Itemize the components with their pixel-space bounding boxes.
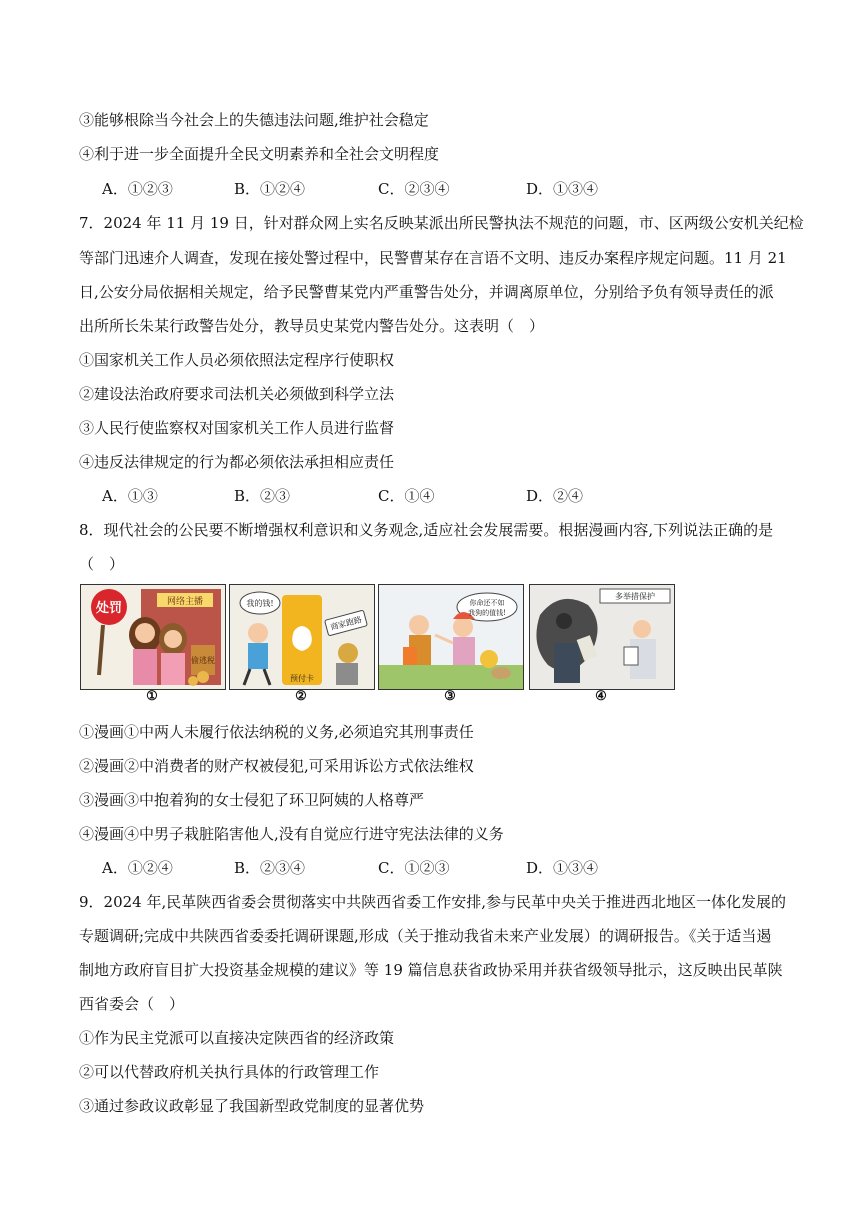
- cartoon-1-banner-text: 网络主播: [166, 597, 204, 607]
- cartoon-2-card-text: 预付卡: [290, 674, 314, 683]
- q7-choice-d[interactable]: D．②④: [526, 487, 584, 505]
- q7-item-4: ④违反法律规定的行为都必须依法承担相应责任: [79, 453, 395, 471]
- q8-stem-line: 8．现代社会的公民要不断增强权利意识和义务观念,适应社会发展需要。根据漫画内容,下列说法正确的是: [79, 521, 774, 539]
- cartoon-3-speech-line-1: 你命还不如: [469, 599, 505, 607]
- q7-stem-line: 出所所长朱某行政警告处分，教导员史某党内警告处分。这表明（ ）: [79, 317, 545, 335]
- cartoon-panel-2: [229, 584, 375, 690]
- cartoon-label-2: ②: [295, 689, 307, 704]
- q6-choice-d[interactable]: D．①③④: [526, 180, 599, 198]
- q7-stem-line: 7．2024 年 11 月 19 日，针对群众网上实名反映某派出所民警执法不规范的问题，市、区两级公安机关纪检: [79, 214, 804, 232]
- q6-item-4: ④利于进一步全面提升全民文明素养和全社会文明程度: [79, 145, 440, 163]
- q6-choice-a[interactable]: A．①②③: [102, 180, 173, 198]
- q7-item-1: ①国家机关工作人员必须依照法定程序行使职权: [79, 351, 395, 369]
- cartoon-3-illustration: [379, 585, 523, 689]
- cartoon-panel-1: [80, 584, 226, 690]
- q7-choice-a[interactable]: A．①③: [102, 487, 158, 505]
- q8-item-3: ③漫画③中抱着狗的女士侵犯了环卫阿姨的人格尊严: [79, 791, 425, 809]
- q7-choice-b[interactable]: B．②③: [234, 487, 291, 505]
- q7-item-2: ②建设法治政府要求司法机关必须做到科学立法: [79, 385, 395, 403]
- q8-choice-c[interactable]: C．①②③: [378, 859, 450, 877]
- cartoon-strip: [80, 584, 680, 704]
- cartoon-label-1: ①: [146, 689, 158, 704]
- q8-item-4: ④漫画④中男子栽脏陷害他人,没有自觉应行进守宪法法律的义务: [79, 825, 504, 843]
- q8-item-2: ②漫画②中消费者的财产权被侵犯,可采用诉讼方式依法维权: [79, 757, 474, 775]
- cartoon-1-bag-text: 偷逃税: [191, 656, 215, 665]
- q7-item-3: ③人民行使监察权对国家机关工作人员进行监督: [79, 419, 395, 437]
- q9-stem-line: 西省委会（ ）: [79, 995, 185, 1013]
- cartoon-2-sign-text: 商家跑路: [329, 614, 363, 632]
- q9-stem-line: 9．2024 年,民革陕西省委会贯彻落实中共陕西省委工作安排,参与民革中央关于推进西北地区一体化发展的: [79, 893, 787, 911]
- cartoon-1-stamp-text: 处罚: [95, 601, 123, 616]
- q8-choice-a[interactable]: A．①②④: [102, 859, 173, 877]
- cartoon-3-speech-line-2: 我狗的值钱!: [468, 609, 506, 617]
- cartoon-panel-3: [378, 584, 524, 690]
- q9-item-3: ③通过参政议政彰显了我国新型政党制度的显著优势: [79, 1097, 425, 1115]
- q6-item-3: ③能够根除当今社会上的失德违法问题,维护社会稳定: [79, 111, 429, 129]
- q7-choice-c[interactable]: C．①④: [378, 487, 435, 505]
- q9-item-1: ①作为民主党派可以直接决定陕西省的经济政策: [79, 1029, 395, 1047]
- cartoon-4-illustration: [530, 585, 674, 689]
- q7-stem-line: 等部门迅速介人调查，发现在接处警过程中，民警曹某存在言语不文明、违反办案程序规定问题。11 月 21: [79, 249, 787, 267]
- q6-choice-b[interactable]: B．①②④: [234, 180, 306, 198]
- q8-item-1: ①漫画①中两人未履行依法纳税的义务,必须追究其刑事责任: [79, 723, 474, 741]
- q8-choice-d[interactable]: D．①③④: [526, 859, 599, 877]
- q8-choice-b[interactable]: B．②③④: [234, 859, 306, 877]
- cartoon-4-sign-text: 多举措保护: [615, 592, 655, 601]
- q7-stem-line: 日,公安分局依据相关规定，给予民警曹某党内严重警告处分，并调离原单位，分别给予负有领导责任的派: [79, 283, 774, 301]
- q6-choice-c[interactable]: C．②③④: [378, 180, 450, 198]
- cartoon-panel-4: [529, 584, 675, 690]
- cartoon-2-speech-text: 我的钱!: [246, 599, 274, 608]
- q8-stem-line: （ ）: [79, 555, 125, 573]
- cartoon-2-illustration: [230, 585, 374, 689]
- q9-item-2: ②可以代替政府机关执行具体的行政管理工作: [79, 1063, 380, 1081]
- q9-stem-line: 专题调研;完成中共陕西省委委托调研课题,形成（关于推动我省未来产业发展）的调研报告。《关于适当遏: [79, 927, 772, 945]
- q9-stem-line: 制地方政府盲目扩大投资基金规模的建议》等 19 篇信息获省政协采用并获省级领导批示，这反映出民革陕: [79, 961, 783, 979]
- cartoon-1-illustration: [81, 585, 225, 689]
- cartoon-label-3: ③: [444, 689, 456, 704]
- cartoon-label-4: ④: [595, 689, 607, 704]
